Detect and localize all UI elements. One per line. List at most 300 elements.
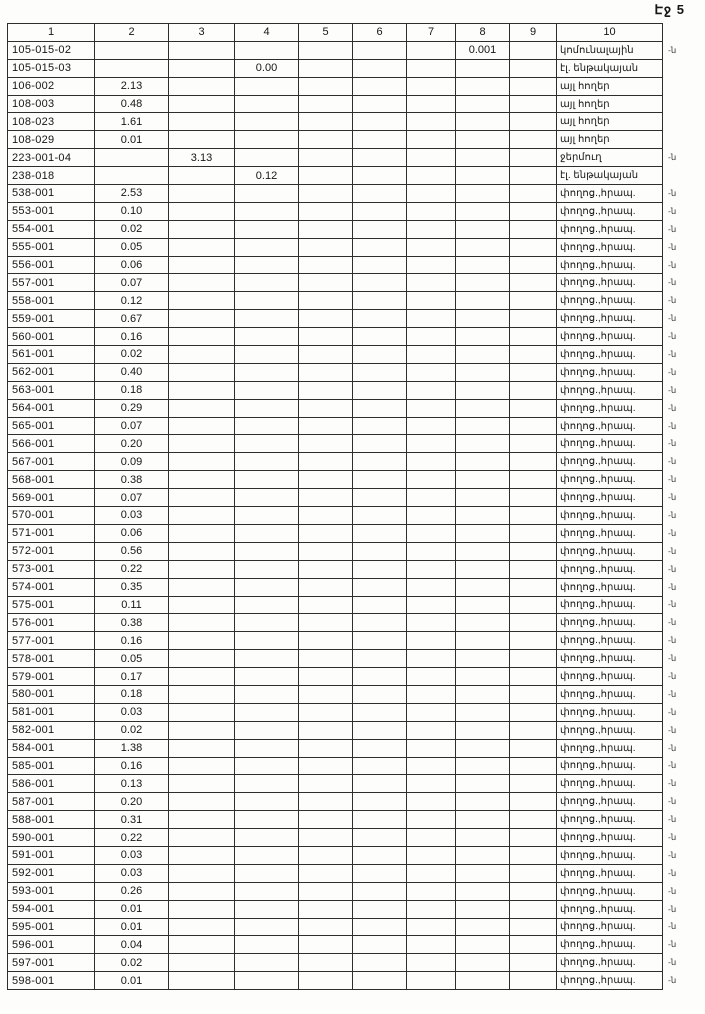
cell-col6 bbox=[353, 113, 407, 131]
margin-note: -ն bbox=[668, 438, 677, 449]
cell-col7 bbox=[407, 328, 456, 346]
cell-col10: փողոց.,հրապ. bbox=[557, 650, 663, 668]
cell-col2: 0.16 bbox=[95, 328, 169, 346]
table-row bbox=[8, 399, 687, 417]
cell-col1: 574-001 bbox=[8, 578, 95, 596]
cell-col7 bbox=[407, 721, 456, 739]
cell-col3 bbox=[169, 542, 235, 560]
margin-note bbox=[663, 77, 687, 95]
cell-col10: փողոց.,հրապ. bbox=[557, 435, 663, 453]
cell-col1: 585-001 bbox=[8, 757, 95, 775]
cell-col2: 0.02 bbox=[95, 220, 169, 238]
cell-col1: 562-001 bbox=[8, 363, 95, 381]
cell-col3 bbox=[169, 417, 235, 435]
table-row bbox=[8, 256, 687, 274]
cell-col3 bbox=[169, 59, 235, 77]
cell-col5 bbox=[299, 167, 353, 185]
cell-col1: 578-001 bbox=[8, 650, 95, 668]
table-row bbox=[8, 936, 687, 954]
margin-note bbox=[663, 59, 687, 77]
cell-col6 bbox=[353, 829, 407, 847]
cell-col9 bbox=[510, 757, 557, 775]
column-header-7: 7 bbox=[407, 24, 456, 42]
cell-col7 bbox=[407, 846, 456, 864]
cell-col9 bbox=[510, 685, 557, 703]
cell-col6 bbox=[353, 936, 407, 954]
cell-col8 bbox=[456, 328, 510, 346]
cell-col8 bbox=[456, 685, 510, 703]
cell-col6 bbox=[353, 453, 407, 471]
cell-col9 bbox=[510, 328, 557, 346]
margin-note: -ն bbox=[668, 223, 677, 234]
cell-col5 bbox=[299, 489, 353, 507]
table-row bbox=[8, 131, 687, 149]
cell-col3 bbox=[169, 399, 235, 417]
column-header-4: 4 bbox=[235, 24, 299, 42]
cell-col9 bbox=[510, 185, 557, 203]
cell-col5 bbox=[299, 524, 353, 542]
cell-col3 bbox=[169, 954, 235, 972]
margin-note: -ն bbox=[668, 671, 677, 681]
cell-col10: փողոց.,հրապ. bbox=[557, 703, 663, 721]
cell-col1: 588-001 bbox=[8, 811, 95, 829]
cell-col9 bbox=[510, 274, 557, 292]
cell-col6 bbox=[353, 77, 407, 95]
cell-col6 bbox=[353, 685, 407, 703]
cell-col8 bbox=[456, 793, 510, 811]
cell-col10: փողոց.,հրապ. bbox=[557, 346, 663, 364]
cell-col5 bbox=[299, 882, 353, 900]
cell-col2: 0.06 bbox=[95, 256, 169, 274]
cell-col5 bbox=[299, 596, 353, 614]
cell-col1: 557-001 bbox=[8, 274, 95, 292]
cell-col2: 0.29 bbox=[95, 399, 169, 417]
cell-col3 bbox=[169, 739, 235, 757]
cell-col2: 0.07 bbox=[95, 489, 169, 507]
cell-col1: 558-001 bbox=[8, 292, 95, 310]
table-row bbox=[8, 41, 687, 59]
cell-col2: 2.53 bbox=[95, 185, 169, 203]
cell-col9 bbox=[510, 560, 557, 578]
cell-col3 bbox=[169, 489, 235, 507]
cell-col7 bbox=[407, 542, 456, 560]
margin-note: -ն bbox=[668, 778, 677, 789]
cell-col4 bbox=[235, 864, 299, 882]
cell-col1: 553-001 bbox=[8, 202, 95, 220]
cell-col4 bbox=[235, 578, 299, 596]
cell-col3 bbox=[169, 381, 235, 399]
cell-col9 bbox=[510, 739, 557, 757]
cell-col4 bbox=[235, 489, 299, 507]
cell-col5 bbox=[299, 775, 353, 793]
cell-col4 bbox=[235, 399, 299, 417]
margin-note: -ն bbox=[668, 313, 677, 324]
table-row bbox=[8, 829, 687, 847]
cell-col3 bbox=[169, 703, 235, 721]
margin-note: -ն bbox=[668, 903, 677, 914]
cell-col7 bbox=[407, 829, 456, 847]
cell-col4 bbox=[235, 381, 299, 399]
cell-col7 bbox=[407, 578, 456, 596]
cell-col6 bbox=[353, 721, 407, 739]
cell-col1: 575-001 bbox=[8, 596, 95, 614]
cell-col5 bbox=[299, 41, 353, 59]
cell-col5 bbox=[299, 381, 353, 399]
cell-col8 bbox=[456, 95, 510, 113]
cell-col5 bbox=[299, 202, 353, 220]
cell-col7 bbox=[407, 775, 456, 793]
cell-col7 bbox=[407, 238, 456, 256]
cell-col8 bbox=[456, 310, 510, 328]
cell-col3 bbox=[169, 202, 235, 220]
cell-col8 bbox=[456, 650, 510, 668]
cell-col1: 571-001 bbox=[8, 524, 95, 542]
cell-col5 bbox=[299, 900, 353, 918]
cell-col2: 0.10 bbox=[95, 202, 169, 220]
cell-col2: 0.01 bbox=[95, 900, 169, 918]
cell-col5 bbox=[299, 972, 353, 990]
margin-note: -ն bbox=[668, 366, 677, 377]
cell-col2 bbox=[95, 41, 169, 59]
table-row bbox=[8, 238, 687, 256]
margin-note: -ն bbox=[668, 921, 677, 932]
margin-note: -ն bbox=[668, 509, 677, 520]
cell-col8 bbox=[456, 578, 510, 596]
cell-col5 bbox=[299, 846, 353, 864]
cell-col4 bbox=[235, 560, 299, 578]
table-row bbox=[8, 77, 687, 95]
cell-col8 bbox=[456, 757, 510, 775]
cell-col3 bbox=[169, 596, 235, 614]
cell-col8 bbox=[456, 739, 510, 757]
table-row bbox=[8, 167, 687, 185]
margin-note: -ն bbox=[668, 724, 677, 735]
cell-col1: 563-001 bbox=[8, 381, 95, 399]
cell-col9 bbox=[510, 524, 557, 542]
cell-col5 bbox=[299, 185, 353, 203]
cell-col6 bbox=[353, 274, 407, 292]
cell-col6 bbox=[353, 149, 407, 167]
table-row bbox=[8, 811, 687, 829]
cell-col5 bbox=[299, 703, 353, 721]
margin-note: -ն bbox=[668, 742, 677, 753]
column-header-10: 10 bbox=[557, 24, 663, 42]
cell-col2: 0.16 bbox=[95, 632, 169, 650]
cell-col10: փողոց.,հրապ. bbox=[557, 560, 663, 578]
cell-col3 bbox=[169, 560, 235, 578]
data-table bbox=[7, 23, 687, 990]
table-row bbox=[8, 757, 687, 775]
table-row bbox=[8, 972, 687, 990]
margin-note: -ն bbox=[668, 832, 677, 843]
cell-col9 bbox=[510, 202, 557, 220]
cell-col2: 0.01 bbox=[95, 918, 169, 936]
cell-col9 bbox=[510, 113, 557, 131]
cell-col9 bbox=[510, 77, 557, 95]
cell-col7 bbox=[407, 703, 456, 721]
cell-col9 bbox=[510, 578, 557, 596]
cell-col2: 0.17 bbox=[95, 668, 169, 686]
cell-col5 bbox=[299, 578, 353, 596]
cell-col5 bbox=[299, 614, 353, 632]
cell-col9 bbox=[510, 381, 557, 399]
cell-col9 bbox=[510, 131, 557, 149]
cell-col7 bbox=[407, 167, 456, 185]
cell-col2: 0.26 bbox=[95, 882, 169, 900]
margin-note: -ն bbox=[668, 957, 677, 968]
cell-col4 bbox=[235, 435, 299, 453]
cell-col2: 0.03 bbox=[95, 703, 169, 721]
table-row bbox=[8, 703, 687, 721]
cell-col5 bbox=[299, 829, 353, 847]
cell-col6 bbox=[353, 417, 407, 435]
cell-col2: 0.56 bbox=[95, 542, 169, 560]
cell-col6 bbox=[353, 775, 407, 793]
table-row bbox=[8, 864, 687, 882]
cell-col4 bbox=[235, 524, 299, 542]
table-row bbox=[8, 846, 687, 864]
cell-col10: փողոց.,հրապ. bbox=[557, 471, 663, 489]
margin-note: -ն bbox=[668, 402, 677, 413]
cell-col8 bbox=[456, 507, 510, 525]
margin-note: -ն bbox=[668, 420, 677, 431]
cell-col5 bbox=[299, 936, 353, 954]
margin-note: -ն bbox=[668, 599, 677, 610]
column-header-9: 9 bbox=[510, 24, 557, 42]
cell-col2: 2.13 bbox=[95, 77, 169, 95]
cell-col3 bbox=[169, 936, 235, 954]
cell-col3 bbox=[169, 471, 235, 489]
table-row bbox=[8, 95, 687, 113]
cell-col1: 556-001 bbox=[8, 256, 95, 274]
cell-col1: 555-001 bbox=[8, 238, 95, 256]
table-row bbox=[8, 202, 687, 220]
cell-col8 bbox=[456, 256, 510, 274]
cell-col7 bbox=[407, 864, 456, 882]
table-row bbox=[8, 721, 687, 739]
cell-col4 bbox=[235, 363, 299, 381]
cell-col2: 0.31 bbox=[95, 811, 169, 829]
cell-col5 bbox=[299, 507, 353, 525]
cell-col10: փողոց.,հրապ. bbox=[557, 936, 663, 954]
cell-col8 bbox=[456, 292, 510, 310]
cell-col8 bbox=[456, 489, 510, 507]
cell-col6 bbox=[353, 668, 407, 686]
cell-col7 bbox=[407, 59, 456, 77]
margin-note: -ն bbox=[668, 849, 677, 860]
cell-col10: փողոց.,հրապ. bbox=[557, 900, 663, 918]
cell-col5 bbox=[299, 954, 353, 972]
cell-col4 bbox=[235, 77, 299, 95]
cell-col4 bbox=[235, 936, 299, 954]
cell-col2: 0.35 bbox=[95, 578, 169, 596]
header-row bbox=[8, 24, 687, 42]
column-header-2: 2 bbox=[95, 24, 169, 42]
cell-col8 bbox=[456, 614, 510, 632]
cell-col10: փողոց.,հրապ. bbox=[557, 882, 663, 900]
cell-col4 bbox=[235, 202, 299, 220]
cell-col5 bbox=[299, 542, 353, 560]
margin-note: -ն bbox=[668, 688, 677, 699]
cell-col2: 0.13 bbox=[95, 775, 169, 793]
cell-col6 bbox=[353, 41, 407, 59]
margin-note: -ն bbox=[668, 939, 677, 950]
cell-col8 bbox=[456, 220, 510, 238]
cell-col8 bbox=[456, 775, 510, 793]
cell-col3 bbox=[169, 829, 235, 847]
cell-col10: այլ հողեր bbox=[557, 113, 663, 131]
cell-col8 bbox=[456, 632, 510, 650]
cell-col5 bbox=[299, 471, 353, 489]
cell-col8 bbox=[456, 882, 510, 900]
cell-col10: փողոց.,հրապ. bbox=[557, 811, 663, 829]
cell-col2: 0.07 bbox=[95, 417, 169, 435]
cell-col8 bbox=[456, 185, 510, 203]
margin-note: -ն bbox=[668, 581, 677, 592]
cell-col4 bbox=[235, 471, 299, 489]
cell-col9 bbox=[510, 632, 557, 650]
cell-col9 bbox=[510, 864, 557, 882]
cell-col10: այլ հողեր bbox=[557, 77, 663, 95]
column-header-5: 5 bbox=[299, 24, 353, 42]
cell-col8 bbox=[456, 381, 510, 399]
cell-col6 bbox=[353, 954, 407, 972]
cell-col1: 106-002 bbox=[8, 77, 95, 95]
cell-col8 bbox=[456, 435, 510, 453]
cell-col3 bbox=[169, 775, 235, 793]
cell-col1: 594-001 bbox=[8, 900, 95, 918]
cell-col10: այլ հողեր bbox=[557, 95, 663, 113]
cell-col4 bbox=[235, 757, 299, 775]
cell-col9 bbox=[510, 149, 557, 167]
cell-col6 bbox=[353, 310, 407, 328]
cell-col1: 567-001 bbox=[8, 453, 95, 471]
cell-col10: էլ. ենթակայան bbox=[557, 167, 663, 185]
cell-col2: 0.18 bbox=[95, 685, 169, 703]
cell-col3 bbox=[169, 668, 235, 686]
cell-col9 bbox=[510, 596, 557, 614]
cell-col6 bbox=[353, 381, 407, 399]
cell-col1: 538-001 bbox=[8, 185, 95, 203]
cell-col2: 0.02 bbox=[95, 721, 169, 739]
column-header-6: 6 bbox=[353, 24, 407, 42]
cell-col6 bbox=[353, 220, 407, 238]
cell-col5 bbox=[299, 864, 353, 882]
cell-col6 bbox=[353, 238, 407, 256]
cell-col9 bbox=[510, 346, 557, 364]
cell-col10: փողոց.,հրապ. bbox=[557, 417, 663, 435]
cell-col9 bbox=[510, 507, 557, 525]
cell-col7 bbox=[407, 185, 456, 203]
cell-col3 bbox=[169, 346, 235, 364]
cell-col8 bbox=[456, 542, 510, 560]
cell-col1: 570-001 bbox=[8, 507, 95, 525]
cell-col6 bbox=[353, 811, 407, 829]
cell-col5 bbox=[299, 793, 353, 811]
cell-col4 bbox=[235, 721, 299, 739]
cell-col7 bbox=[407, 489, 456, 507]
cell-col1: 105-015-02 bbox=[8, 41, 95, 59]
cell-col10: փողոց.,հրապ. bbox=[557, 542, 663, 560]
cell-col3 bbox=[169, 292, 235, 310]
margin-note: -ն bbox=[668, 187, 677, 198]
cell-col2: 0.04 bbox=[95, 936, 169, 954]
cell-col2 bbox=[95, 167, 169, 185]
cell-col5 bbox=[299, 131, 353, 149]
cell-col3 bbox=[169, 310, 235, 328]
cell-col7 bbox=[407, 113, 456, 131]
cell-col1: 566-001 bbox=[8, 435, 95, 453]
table-row bbox=[8, 453, 687, 471]
cell-col10: փողոց.,հրապ. bbox=[557, 524, 663, 542]
cell-col4 bbox=[235, 238, 299, 256]
cell-col1: 105-015-03 bbox=[8, 59, 95, 77]
cell-col8 bbox=[456, 524, 510, 542]
table-row bbox=[8, 435, 687, 453]
cell-col8 bbox=[456, 811, 510, 829]
cell-col1: 565-001 bbox=[8, 417, 95, 435]
cell-col4 bbox=[235, 954, 299, 972]
cell-col3: 3.13 bbox=[169, 149, 235, 167]
cell-col10: փողոց.,հրապ. bbox=[557, 238, 663, 256]
cell-col4 bbox=[235, 507, 299, 525]
cell-col5 bbox=[299, 918, 353, 936]
table-row bbox=[8, 918, 687, 936]
table-row bbox=[8, 560, 687, 578]
cell-col9 bbox=[510, 292, 557, 310]
cell-col7 bbox=[407, 453, 456, 471]
cell-col5 bbox=[299, 560, 353, 578]
margin-note: -ն bbox=[668, 975, 677, 986]
cell-col10: փողոց.,հրապ. bbox=[557, 614, 663, 632]
cell-col6 bbox=[353, 59, 407, 77]
table-row bbox=[8, 381, 687, 399]
cell-col1: 586-001 bbox=[8, 775, 95, 793]
cell-col6 bbox=[353, 95, 407, 113]
cell-col6 bbox=[353, 542, 407, 560]
cell-col10: այլ հողեր bbox=[557, 131, 663, 149]
cell-col4 bbox=[235, 632, 299, 650]
cell-col2 bbox=[95, 59, 169, 77]
cell-col1: 577-001 bbox=[8, 632, 95, 650]
table-row bbox=[8, 739, 687, 757]
cell-col9 bbox=[510, 793, 557, 811]
cell-col1: 595-001 bbox=[8, 918, 95, 936]
cell-col7 bbox=[407, 918, 456, 936]
cell-col6 bbox=[353, 507, 407, 525]
table-row bbox=[8, 507, 687, 525]
table-row bbox=[8, 417, 687, 435]
cell-col8 bbox=[456, 238, 510, 256]
cell-col4 bbox=[235, 256, 299, 274]
cell-col1: 587-001 bbox=[8, 793, 95, 811]
cell-col8 bbox=[456, 417, 510, 435]
cell-col2: 0.20 bbox=[95, 435, 169, 453]
cell-col3 bbox=[169, 846, 235, 864]
table-row bbox=[8, 900, 687, 918]
margin-note: -ն bbox=[668, 331, 677, 342]
cell-col3 bbox=[169, 721, 235, 739]
cell-col1: 576-001 bbox=[8, 614, 95, 632]
cell-col3 bbox=[169, 220, 235, 238]
cell-col4 bbox=[235, 185, 299, 203]
cell-col2: 0.11 bbox=[95, 596, 169, 614]
cell-col1: 108-003 bbox=[8, 95, 95, 113]
cell-col5 bbox=[299, 399, 353, 417]
cell-col7 bbox=[407, 882, 456, 900]
cell-col7 bbox=[407, 41, 456, 59]
table-row bbox=[8, 149, 687, 167]
